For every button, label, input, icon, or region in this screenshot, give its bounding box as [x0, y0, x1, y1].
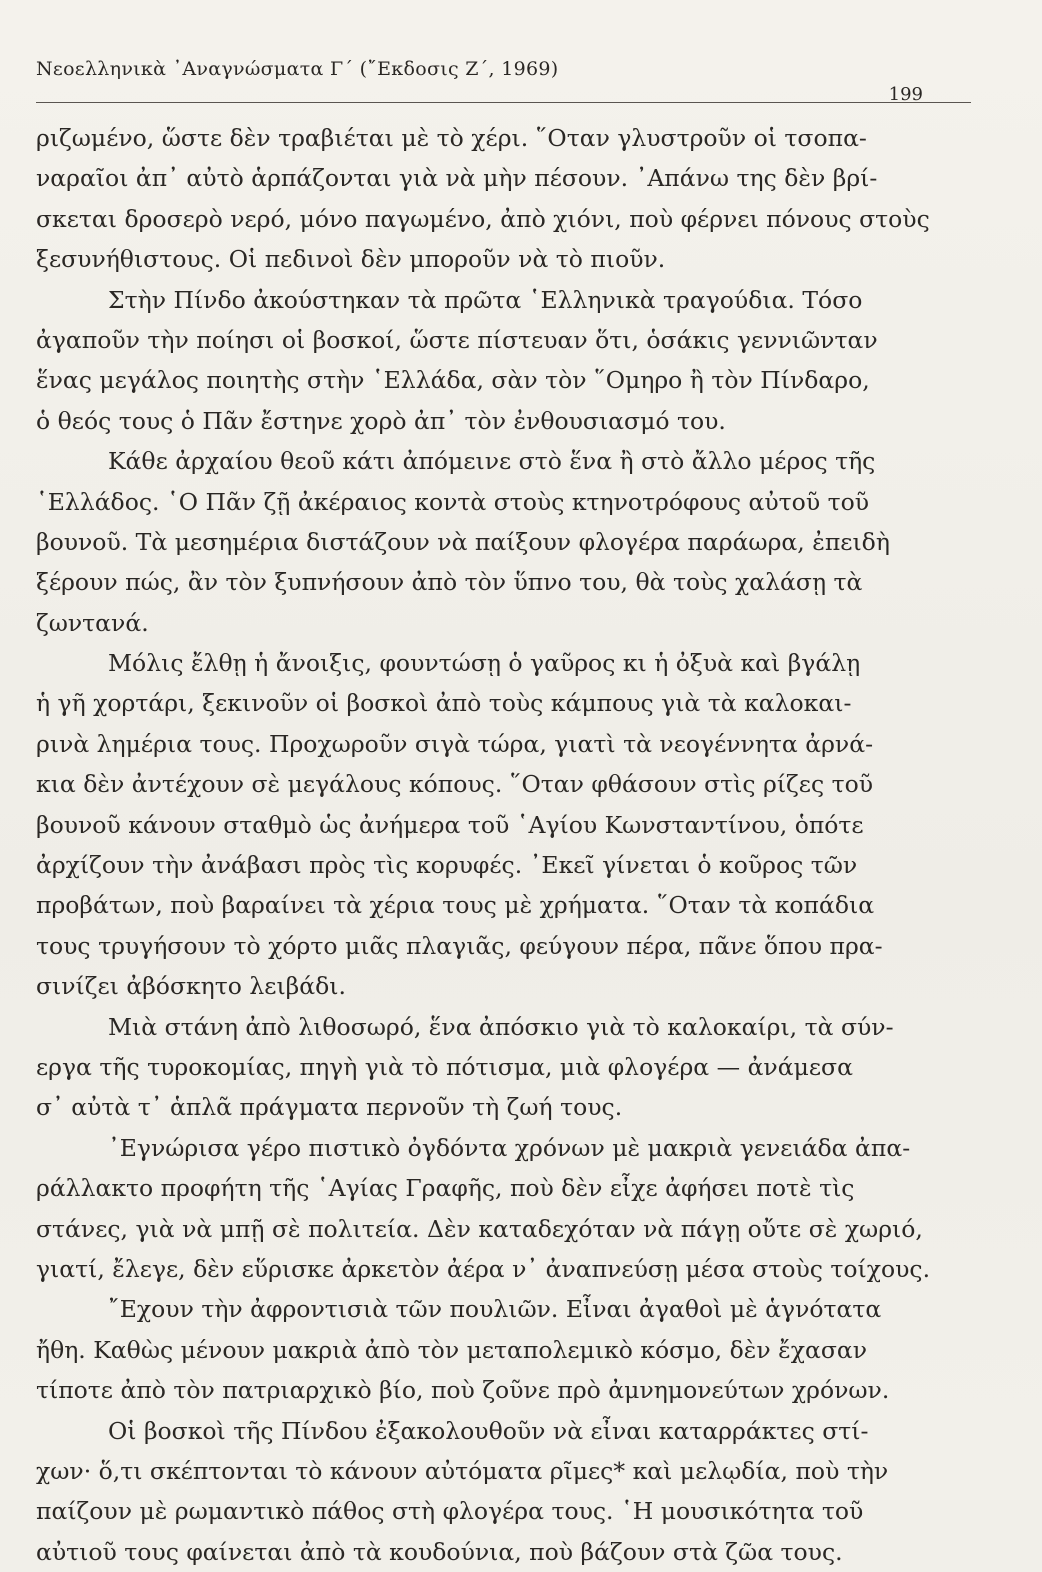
text-line: ἀρχίζουν τὴν ἀνάβασι πρὸς τὶς κορυφές. ᾿Εκεῖ γίνεται ὁ κοῦρος τῶν: [36, 851, 858, 880]
text-line: κια δὲν ἀντέχουν σὲ μεγάλους κόπους. ῞Οταν φθάσουν στὶς ρίζες τοῦ: [36, 770, 874, 799]
body-text: [36, 118, 936, 1572]
text-line: στάνες, γιὰ νὰ μπῇ σὲ πολιτεία. Δὲν καταδεχόταν νὰ πάγῃ οὔτε σὲ χωριό,: [36, 1214, 923, 1243]
text-line: τίποτε ἀπὸ τὸν πατριαρχικὸ βίο, ποὺ ζοῦνε πρὸ ἀμνημονεύτων χρόνων.: [36, 1376, 890, 1405]
text-line: ῎Εχουν τὴν ἀφροντισιὰ τῶν πουλιῶν. Εἶναι ἀγαθοὶ μὲ ἁγνότατα: [108, 1295, 882, 1324]
text-line: παίζουν μὲ ρωμαντικὸ πάθος στὴ φλογέρα τους. ῾Η μουσικότητα τοῦ: [36, 1497, 864, 1526]
text-line: σκεται δροσερὸ νερό, μόνο παγωμένο, ἀπὸ χιόνι, ποὺ φέρνει πόνους στοὺς: [36, 204, 930, 233]
text-line: χων· ὅ,τι σκέπτονται τὸ κάνουν αὐτόματα ρῖμες* καὶ μελῳδία, ποὺ τὴν: [36, 1456, 889, 1485]
text-line: σ᾿ αὐτὰ τ᾿ ἁπλᾶ πράγματα περνοῦν τὴ ζωή τους.: [36, 1093, 623, 1122]
text-line: αὐτιοῦ τους φαίνεται ἀπὸ τὰ κουδούνια, ποὺ βάζουν στὰ ζῶα τους.: [36, 1537, 843, 1566]
text-line: τους τρυγήσουν τὸ χόρτο μιᾶς πλαγιᾶς, φεύγουν πέρα, πᾶνε ὅπου πρα-: [36, 931, 883, 960]
text-line: ὁ θεός τους ὁ Πᾶν ἔστηνε χορὸ ἀπ᾿ τὸν ἐνθουσιασμό του.: [36, 406, 726, 435]
text-line: ἀγαποῦν τὴν ποίησι οἱ βοσκοί, ὥστε πίστευαν ὅτι, ὁσάκις γεννιῶνταν: [36, 325, 878, 354]
text-line: βουνοῦ. Τὰ μεσημέρια διστάζουν νὰ παίξουν φλογέρα παράωρα, ἐπειδὴ: [36, 527, 890, 556]
text-line: Μόλις ἔλθῃ ἡ ἄνοιξις, φουντώσῃ ὁ γαῦρος κι ἡ ὀξυὰ καὶ βγάλῃ: [108, 649, 861, 678]
text-line: ρινὰ λημέρια τους. Προχωροῦν σιγὰ τώρα, γιατὶ τὰ νεογέννητα ἀρνά-: [36, 729, 874, 758]
text-line: ῾Ελλάδος. ῾Ο Πᾶν ζῇ ἀκέραιος κοντὰ στοὺς κτηνοτρόφους αὐτοῦ τοῦ: [36, 487, 870, 516]
running-header: [36, 58, 971, 103]
text-line: ᾿Εγνώρισα γέρο πιστικὸ ὀγδόντα χρόνων μὲ μακριὰ γενειάδα ἀπα-: [108, 1133, 911, 1162]
text-line: σινίζει ἀβόσκητο λειβάδι.: [36, 972, 346, 1001]
text-line: Στὴν Πίνδο ἀκούστηκαν τὰ πρῶτα ῾Ελληνικὰ τραγούδια. Τόσο: [108, 285, 863, 314]
text-line: ναραῖοι ἀπ᾿ αὐτὸ ἁρπάζονται γιὰ νὰ μὴν πέσουν. ᾿Απάνω της δὲν βρί-: [36, 164, 878, 193]
text-line: Κάθε ἀρχαίου θεοῦ κάτι ἀπόμεινε στὸ ἕνα ἢ στὸ ἄλλο μέρος τῆς: [108, 447, 876, 476]
text-line: προβάτων, ποὺ βαραίνει τὰ χέρια τους μὲ χρήματα. ῞Οταν τὰ κοπάδια: [36, 891, 875, 920]
running-title: Νεοελληνικὰ ᾿Αναγνώσματα Γ΄ (῎Εκδοσις Ζ΄, 1969): [36, 58, 559, 80]
text-line: ζωντανά.: [36, 608, 149, 637]
text-line: ἕνας μεγάλος ποιητὴς στὴν ῾Ελλάδα, σὰν τὸν ῞Ομηρο ἢ τὸν Πίνδαρο,: [36, 366, 870, 395]
text-line: ξεσυνήθιστους. Οἱ πεδινοὶ δὲν μποροῦν νὰ τὸ πιοῦν.: [36, 245, 666, 274]
text-line: Οἱ βοσκοὶ τῆς Πίνδου ἐξακολουθοῦν νὰ εἶναι καταρράκτες στί-: [108, 1416, 869, 1445]
text-line: γιατί, ἔλεγε, δὲν εὕρισκε ἀρκετὸν ἀέρα ν᾿ ἀναπνεύσῃ μέσα στοὺς τοίχους.: [36, 1254, 931, 1283]
text-line: ἡ γῆ χορτάρι, ξεκινοῦν οἱ βοσκοὶ ἀπὸ τοὺς κάμπους γιὰ τὰ καλοκαι-: [36, 689, 852, 718]
text-line: ριζωμένο, ὥστε δὲν τραβιέται μὲ τὸ χέρι. ῞Οταν γλυστροῦν οἱ τσοπα-: [36, 124, 867, 152]
text-line: ράλλακτο προφήτη τῆς ῾Αγίας Γραφῆς, ποὺ δὲν εἶχε ἀφήσει ποτὲ τὶς: [36, 1174, 855, 1203]
text-line: ἤθη. Καθὼς μένουν μακριὰ ἀπὸ τὸν μεταπολεμικὸ κόσμο, δὲν ἔχασαν: [36, 1335, 868, 1364]
text-line: ξέρουν πώς, ἂν τὸν ξυπνήσουν ἀπὸ τὸν ὕπνο του, θὰ τοὺς χαλάσῃ τὰ: [36, 568, 863, 597]
text-line: βουνοῦ κάνουν σταθμὸ ὡς ἀνήμερα τοῦ ῾Αγίου Κωνσταντίνου, ὁπότε: [36, 810, 864, 839]
text-line: εργα τῆς τυροκομίας, πηγὴ γιὰ τὸ πότισμα, μιὰ φλογέρα — ἀνάμεσα: [36, 1052, 853, 1081]
text-line: Μιὰ στάνη ἀπὸ λιθοσωρό, ἕνα ἀπόσκιο γιὰ τὸ καλοκαίρι, τὰ σύν-: [108, 1012, 894, 1041]
page-number: 199: [888, 84, 923, 105]
